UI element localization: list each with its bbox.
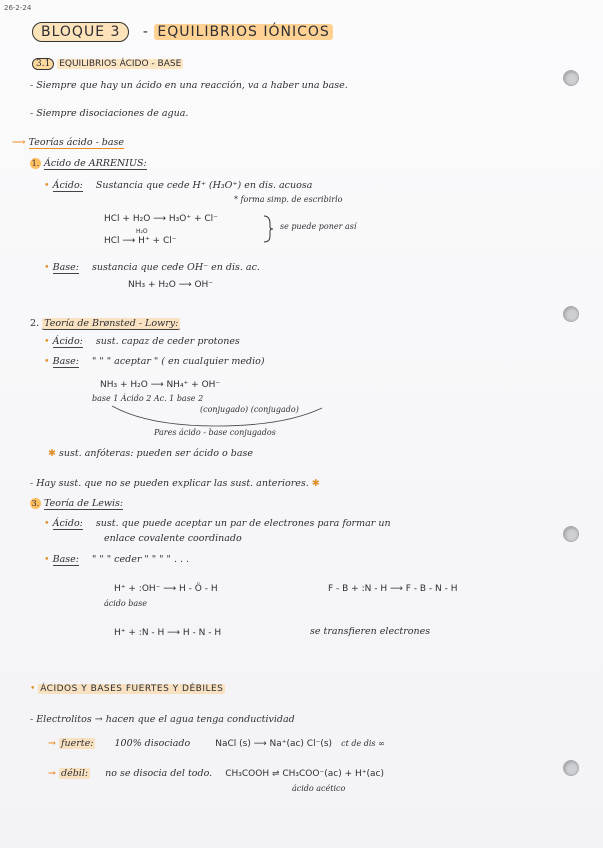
arrow-label: H₂O: [136, 228, 148, 235]
base-text: " " " aceptar " ( en cualquier medio): [92, 356, 265, 367]
base-label: Base:: [52, 554, 79, 565]
acid-text-cont: enlace covalente coordinado: [104, 533, 242, 544]
section-3-1: [32, 58, 183, 70]
weak-equation: CH₃COOH ⇌ CH₃COO⁻(ac) + H⁺(ac): [225, 769, 384, 779]
binder-hole: [563, 760, 579, 776]
lewis-title: Teoría de Lewis:: [44, 498, 124, 509]
brace-icon: [262, 214, 274, 244]
arrhenius-heading: [30, 158, 147, 169]
weak-note: ácido acético: [292, 784, 346, 793]
strong-weak-heading: [30, 684, 225, 694]
star-icon: ✱: [48, 448, 56, 459]
strong-note: ct de dis ∞: [341, 739, 385, 748]
pairs-arc-icon: [108, 404, 328, 430]
page-title: [32, 24, 333, 40]
species-labels: base 1 Ácido 2 Ac. 1 base 2: [92, 394, 204, 403]
bullet-icon: •: [44, 554, 50, 565]
bullet-icon: •: [44, 180, 50, 191]
teorias-label: Teorías ácido - base: [28, 137, 125, 148]
number-badge: 3.: [31, 499, 40, 508]
number-badge: 2.: [30, 318, 40, 329]
bronsted-acid: [44, 336, 240, 347]
equation: [104, 236, 177, 246]
bullet-icon: •: [30, 684, 36, 694]
equation-text: HCl ⟶ H⁺ + Cl⁻: [104, 236, 177, 246]
base-label: Base:: [52, 356, 79, 367]
weak-text: no se disocia del todo.: [105, 768, 213, 779]
note-text: - Hay sust. que no se pueden explicar las sust. anteriores.: [30, 478, 309, 489]
bronsted-heading: [30, 318, 180, 329]
binder-hole: [563, 526, 579, 542]
bullet-icon: •: [44, 262, 50, 273]
acid-label: Ácido:: [52, 180, 83, 191]
bullet-icon: •: [44, 336, 50, 347]
section-label: EQUILIBRIOS ÁCIDO - BASE: [59, 59, 182, 69]
title-bloque: BLOQUE 3: [32, 22, 129, 42]
equation: H⁺ + :OH⁻ ⟶ H - Ö - H: [114, 584, 218, 594]
arrow-icon: ⟶: [12, 137, 26, 148]
note-line: - Electrolitos → hacen que el agua tenga conductividad: [30, 714, 295, 725]
note-line: - Siempre disociaciones de agua.: [30, 108, 189, 119]
transfer-text: se transfieren electrones: [310, 626, 431, 637]
section-number: 3.1: [32, 58, 54, 70]
base-label: Base:: [52, 262, 79, 273]
lewis-base: [44, 554, 189, 565]
binder-hole: [563, 306, 579, 322]
base-text: " " " ceder " " " " . . .: [92, 554, 190, 565]
strong-label: fuerte:: [61, 738, 94, 749]
equation: NH₃ + H₂O ⟶ NH₄⁺ + OH⁻: [100, 380, 221, 390]
acid-note: * forma simp. de escribirlo: [234, 195, 343, 204]
bullet-icon: •: [44, 356, 50, 367]
amphoteric-text: sust. anfóteras: pueden ser ácido o base: [59, 448, 254, 459]
bronsted-title: Teoría de Brønsted - Lowry:: [44, 318, 179, 329]
bullet-icon: •: [44, 518, 50, 529]
arrhenius-title: Ácido de ARRENIUS:: [44, 158, 147, 169]
binder-hole: [563, 70, 579, 86]
number-badge: 1.: [31, 159, 40, 168]
acid-text: sust. capaz de ceder protones: [95, 336, 240, 347]
weak-label: débil:: [61, 768, 89, 779]
arrow-icon: →: [48, 768, 56, 779]
equation: NH₃ + H₂O ⟶ OH⁻: [128, 280, 214, 290]
title-dash: -: [142, 24, 149, 40]
pairs-note: Pares ácido - base conjugados: [154, 428, 276, 437]
weak-row: [48, 768, 384, 779]
bronsted-base: [44, 356, 265, 367]
title-topic: EQUILIBRIOS IÓNICOS: [154, 24, 332, 40]
lewis-acid: [44, 518, 391, 529]
strong-row: [48, 738, 385, 749]
strong-text: 100% disociado: [114, 738, 191, 749]
heading-text: ÁCIDOS Y BASES FUERTES Y DÉBILES: [40, 684, 224, 694]
base-text: sustancia que cede OH⁻ en dis. ac.: [92, 262, 260, 273]
strong-equation: NaCl (s) ⟶ Na⁺(ac) Cl⁻(s): [215, 739, 333, 749]
conjugate-labels: (conjugado) (conjugado): [200, 405, 299, 414]
acid-text: sust. que puede aceptar un par de electrones para formar un: [95, 518, 391, 529]
note-line: - Siempre que hay un ácido en una reacción, va a haber una base.: [30, 80, 348, 91]
arrhenius-base: [44, 262, 260, 273]
acid-label: Ácido:: [52, 518, 83, 529]
page-date: 26-2-24: [4, 4, 32, 12]
amphoteric-note: [48, 448, 253, 459]
equation: H⁺ + :N - H ⟶ H - N - H: [114, 628, 222, 638]
equation-labels: ácido base: [104, 599, 148, 608]
lewis-heading: [30, 498, 123, 509]
acid-label: Ácido:: [52, 336, 83, 347]
acid-text: Sustancia que cede H⁺ (H₃O⁺) en dis. acuosa: [95, 180, 313, 191]
equation: HCl + H₂O ⟶ H₃O⁺ + Cl⁻: [104, 214, 218, 224]
arrhenius-acid: [44, 180, 312, 191]
arrow-icon: →: [48, 738, 56, 749]
equation: F - B + :N - H ⟶ F - B - N - H: [328, 584, 458, 594]
side-note: se puede poner así: [280, 222, 357, 231]
teorias-heading: [12, 137, 124, 148]
note-line: [30, 478, 320, 489]
star-icon: ✱: [311, 478, 320, 489]
transfer-note: [310, 626, 430, 637]
